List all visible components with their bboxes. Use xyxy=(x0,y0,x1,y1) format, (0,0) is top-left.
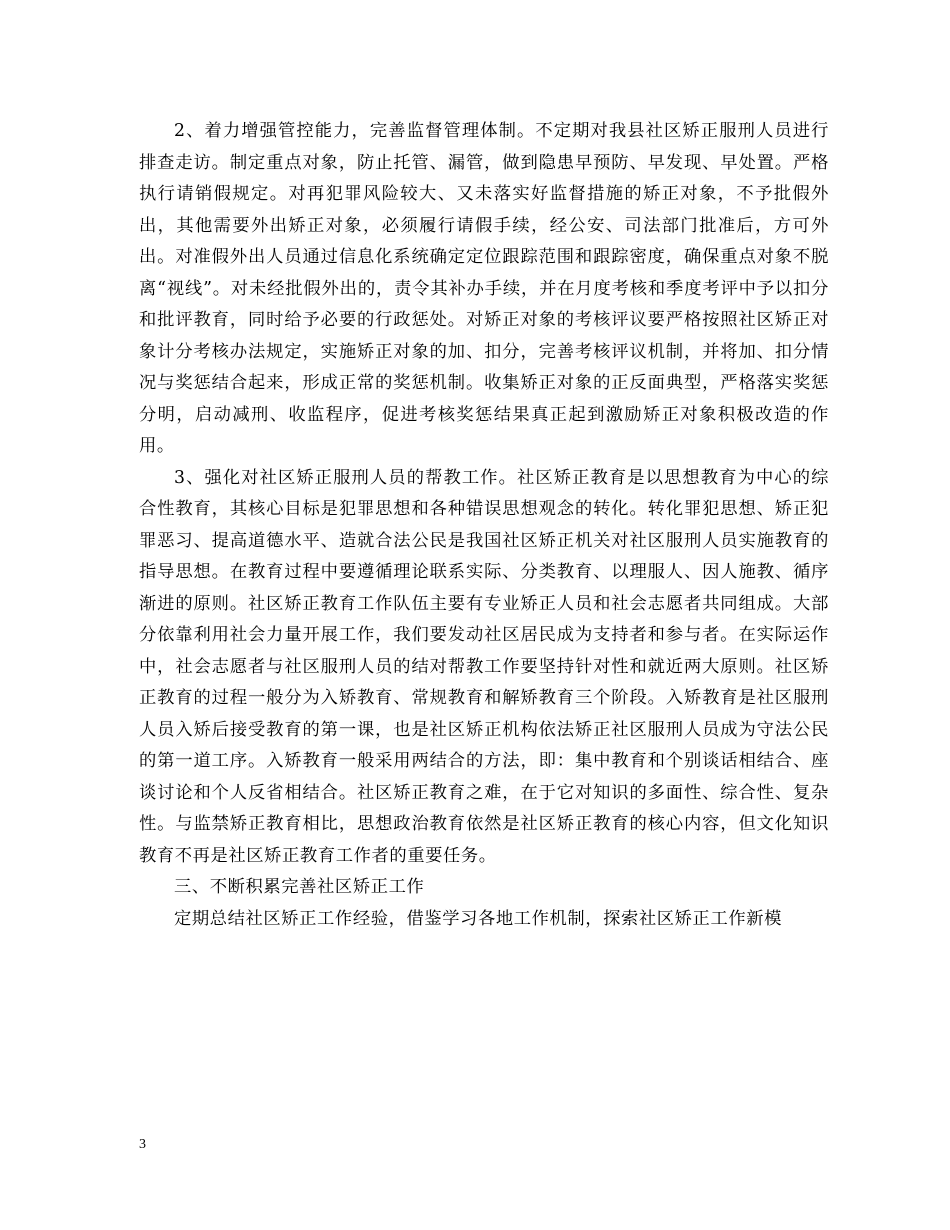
paragraph-closing: 定期总结社区矫正工作经验，借鉴学习各地工作机制，探索社区矫正工作新模 xyxy=(174,908,782,929)
paragraph-education: 3、强化对社区矫正服刑人员的帮教工作。社区矫正教育是以思想教育为中心的综合性教育，其核心目标是犯罪思想和各种错误思想观念的转化。转化罪犯思想、矫正犯罪恶习、提高道德水平、造就合法公民是我国社区矫正机关对社区服刑人员实施教育的指导思想。在教育过程中要遵循理论联系实际、分类教育、以理服人、因人施教、循序渐进的原则。社区矫正教育工作队伍主要有专业矫正人员和社会志愿者共同组成。大部分依靠利用社会力量开展工作，我们要发动社区居民成为支持者和参与者。在实际运作中，社会志愿者与社区服刑人员的结对帮教工作要坚持针对性和就近两大原则。社区矫正教育的过程一般分为入矫教育、常规教育和解矫教育三个阶段。入矫教育是社区服刑人员入矫后接受教育的第一课，也是社区矫正机构依法矫正社区服刑人员成为守法公民的第一道工序。入矫教育一般采用两结合的方法，即：集中教育和个别谈话相结合、座谈讨论和个人反省相结合。社区矫正教育之难，在于它对知识的多面性、综合性、复杂性。与监禁矫正教育相比，思想政治教育依然是社区矫正教育的核心内容，但文化知识教育不再是社区矫正教育工作者的重要任务。 xyxy=(139,467,829,866)
page-number: 3 xyxy=(139,1137,146,1152)
paragraph-supervision: 2、着力增强管控能力，完善监督管理体制。不定期对我县社区矫正服刑人员进行排查走访。制定重点对象，防止托管、漏管，做到隐患早预防、早发现、早处置。严格执行请销假规定。对再犯罪风险较大、又未落实好监督措施的矫正对象，不予批假外出，其他需要外出矫正对象，必须履行请假手续，经公安、司法部门批准后，方可外出。对准假外出人员通过信息化系统确定定位跟踪范围和跟踪密度，确保重点对象不脱离“视线”。对未经批假外出的，责令其补办手续，并在月度考核和季度考评中予以扣分和批评教育，同时给予必要的行政惩处。对矫正对象的考核评议要严格按照社区矫正对象计分考核办法规定，实施矫正对象的加、扣分，完善考核评议机制，并将加、扣分情况与奖惩结合起来，形成正常的奖惩机制。收集矫正对象的正反面典型，严格落实奖惩分明，启动减刑、收监程序，促进考核奖惩结果真正起到激励矫正对象积极改造的作用。 xyxy=(139,121,829,456)
document-body xyxy=(139,116,829,935)
section-heading: 三、不断积累完善社区矫正工作 xyxy=(174,877,425,897)
